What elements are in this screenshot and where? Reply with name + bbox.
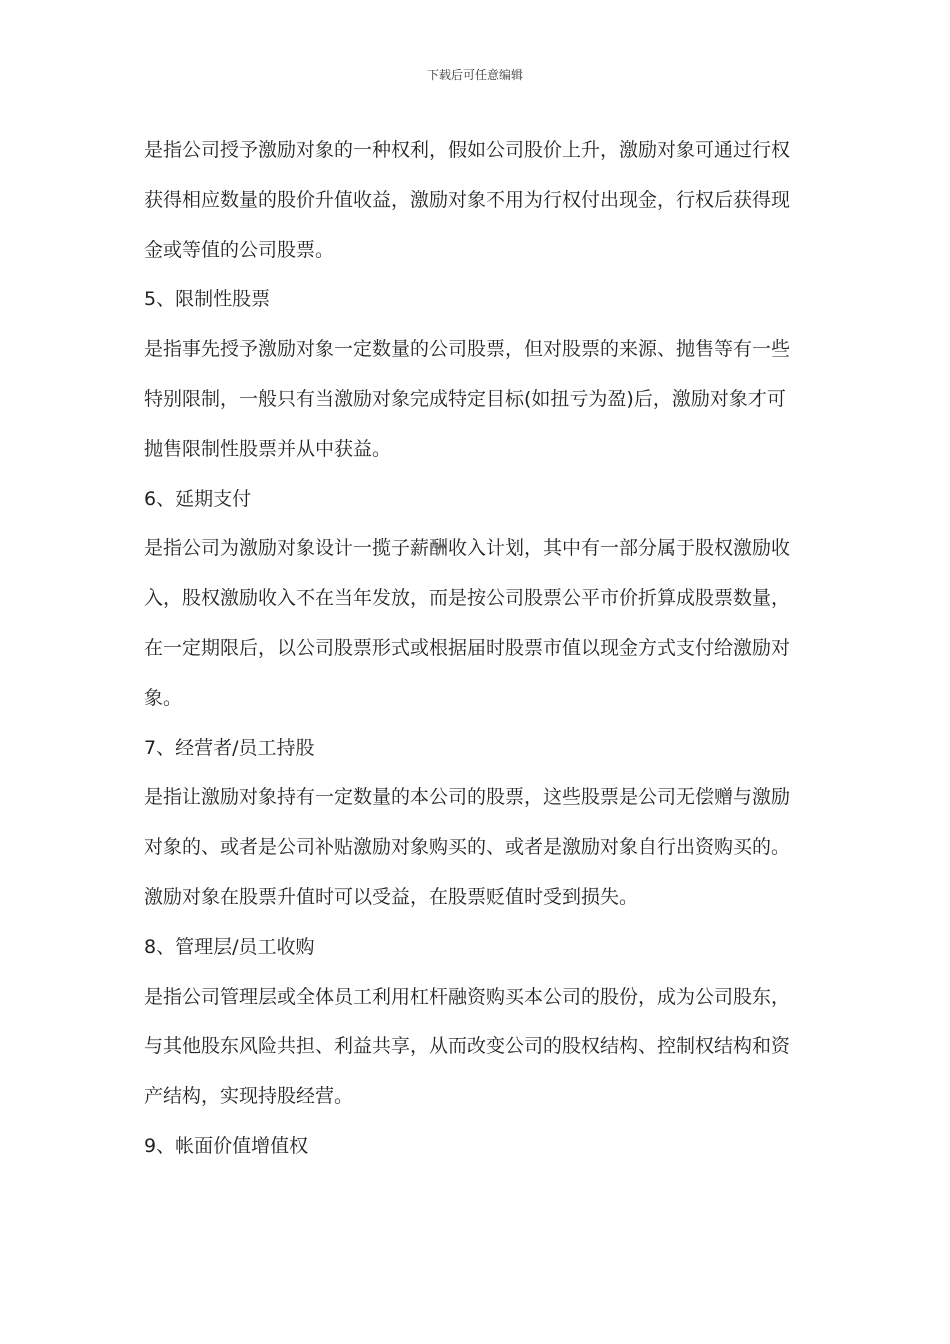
body-line: 与其他股东风险共担、利益共享，从而改变公司的股权结构、控制权结构和资 <box>144 1035 791 1058</box>
section-heading-6: 6、延期支付 <box>144 487 252 510</box>
body-line: 抛售限制性股票并从中获益。 <box>144 437 392 460</box>
body-line: 象。 <box>144 686 183 709</box>
body-line: 是指公司授予激励对象的一种权利，假如公司股价上升，激励对象可通过行权 <box>144 139 791 161</box>
section-heading-9: 9、帐面价值增值权 <box>144 1134 309 1157</box>
body-line: 是指事先授予激励对象一定数量的公司股票，但对股票的来源、抛售等有一些 <box>144 338 791 361</box>
section-heading-7: 7、经营者/员工持股 <box>144 736 315 759</box>
body-line: 产结构，实现持股经营。 <box>144 1085 354 1108</box>
body-line: 获得相应数量的股价升值收益，激励对象不用为行权付出现金，行权后获得现 <box>144 188 791 211</box>
body-line: 对象的、或者是公司补贴激励对象购买的、或者是激励对象自行出资购买的。 <box>144 836 791 859</box>
body-line: 是指让激励对象持有一定数量的本公司的股票，这些股票是公司无偿赠与激励 <box>144 786 791 809</box>
body-line: 是指公司管理层或全体员工利用杠杆融资购买本公司的股份，成为公司股东， <box>144 985 791 1008</box>
page-header: 下载后可任意编辑 <box>426 68 523 82</box>
section-heading-5: 5、限制性股票 <box>144 288 271 311</box>
body-line: 在一定期限后，以公司股票形式或根据届时股票市值以现金方式支付给激励对 <box>144 636 791 659</box>
body-line: 激励对象在股票升值时可以受益，在股票贬值时受到损失。 <box>144 885 639 908</box>
section-heading-8: 8、管理层/员工收购 <box>144 935 315 958</box>
body-line: 入，股权激励收入不在当年发放，而是按公司股票公平市价折算成股票数量， <box>144 587 791 610</box>
body-line: 特别限制，一般只有当激励对象完成特定目标(如扭亏为盈)后，激励对象才可 <box>144 387 786 410</box>
document-body <box>144 126 804 1172</box>
body-line: 是指公司为激励对象设计一揽子薪酬收入计划，其中有一部分属于股权激励收 <box>144 537 791 560</box>
body-line: 金或等值的公司股票。 <box>144 238 335 261</box>
